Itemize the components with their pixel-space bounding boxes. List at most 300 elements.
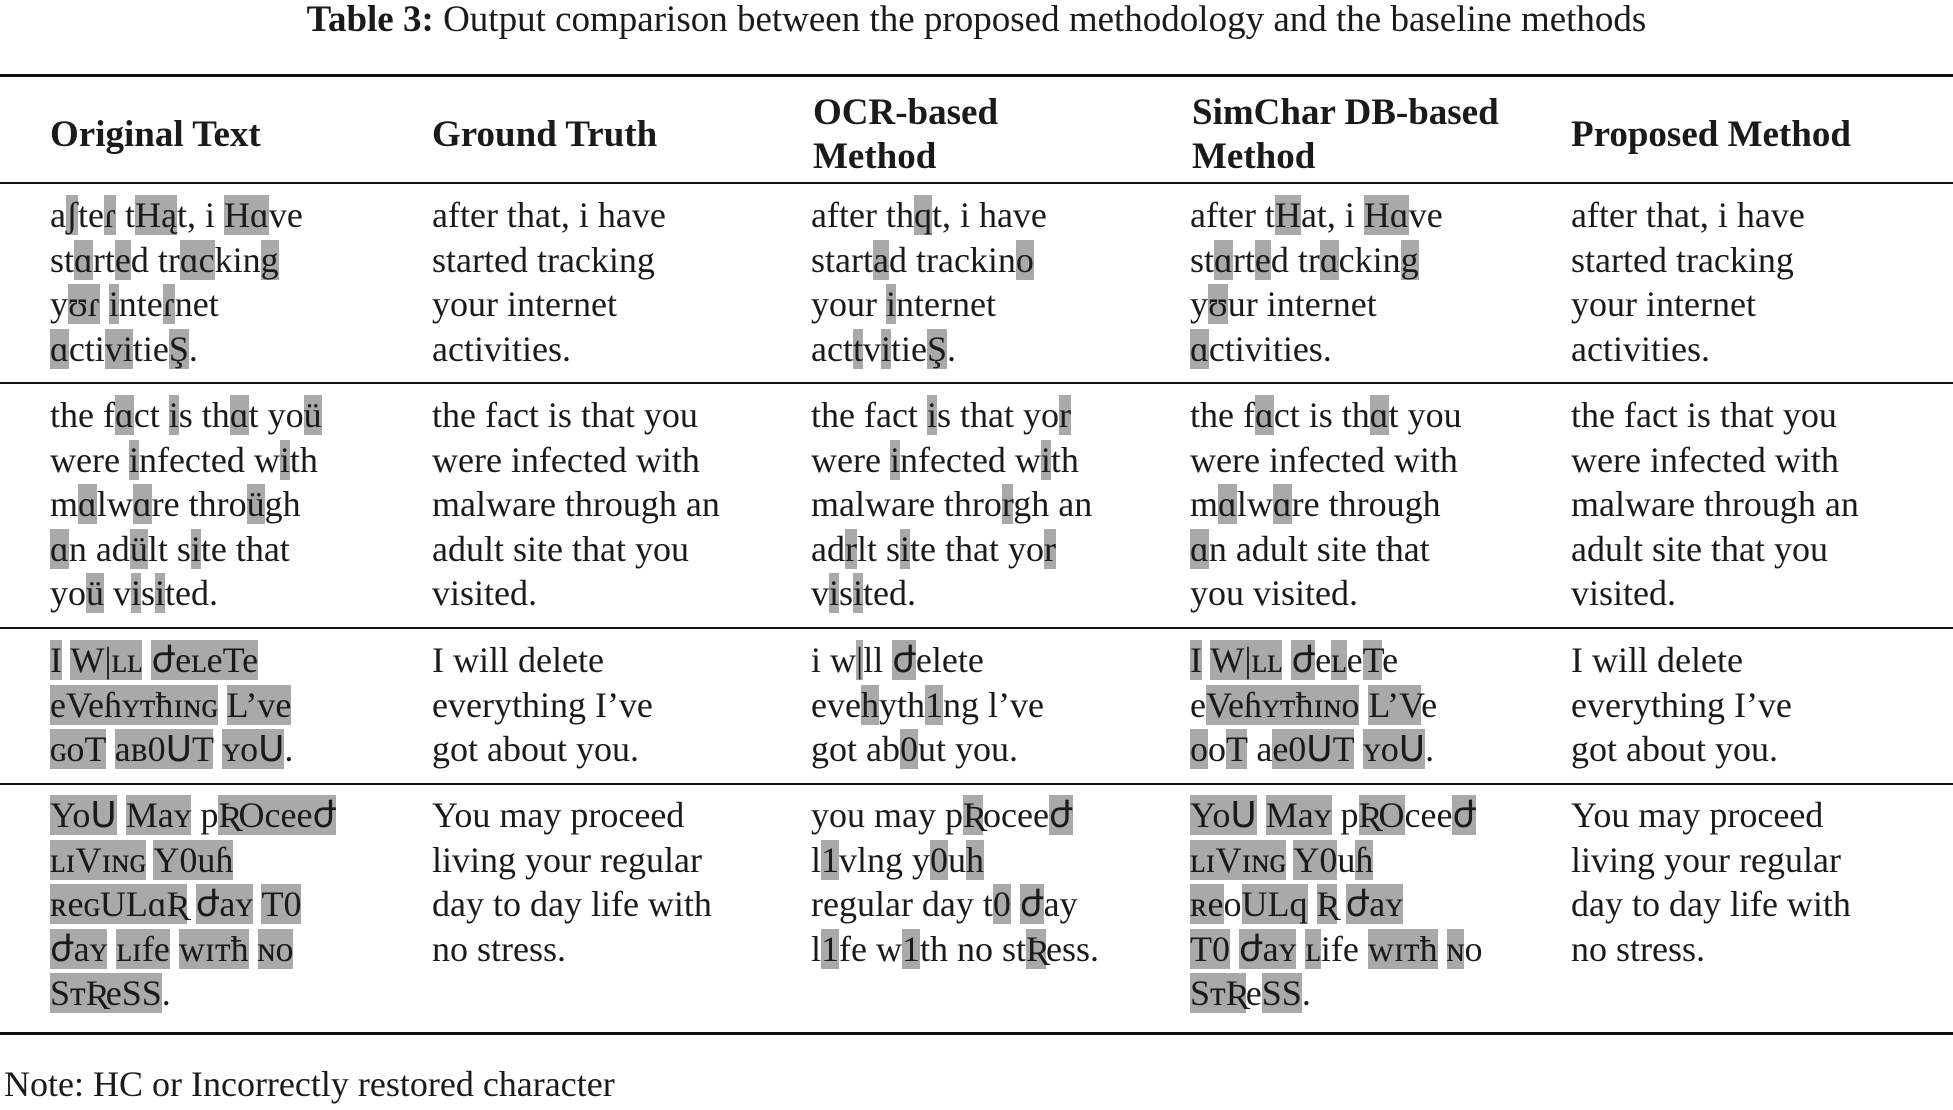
text-segment: nte — [118, 284, 163, 324]
highlighted-char: r — [1043, 528, 1056, 569]
text-segment: st — [50, 239, 75, 280]
cell-line — [1190, 393, 1462, 438]
highlighted-char: r — [844, 528, 857, 569]
highlighted-char: ɑ — [1214, 239, 1233, 280]
highlighted-char: ü — [86, 573, 104, 613]
text-segment: e — [1382, 640, 1399, 680]
highlighted-char: ü — [246, 484, 265, 524]
text-segment: tie — [132, 328, 169, 369]
highlighted-char: ʟ — [1305, 928, 1321, 969]
highlighted-char: eVeɦʏтħɪɴɢ — [50, 684, 218, 725]
text-segment: ur internet — [1227, 284, 1377, 324]
highlighted-char: i — [1040, 439, 1051, 480]
highlighted-char: ɴ — [1446, 928, 1465, 969]
text-segment: o — [1208, 729, 1226, 769]
cell-line — [811, 638, 1044, 683]
cell-line — [811, 727, 1044, 772]
text-segment: re through — [1291, 484, 1441, 524]
cell-line — [1190, 482, 1462, 527]
cell-line — [50, 727, 293, 772]
original-text-cell — [50, 193, 303, 371]
cell-line — [811, 438, 1092, 483]
cell-line: living your regular — [432, 839, 702, 880]
text-segment: ocee — [983, 795, 1049, 835]
cell-line: started tracking — [432, 239, 655, 280]
cell-line — [1190, 683, 1437, 728]
highlighted-char: ɑ — [1190, 528, 1209, 569]
text-segment: ckin — [1338, 239, 1401, 280]
text-segment: v — [104, 573, 131, 613]
text-segment: ted. — [165, 573, 219, 613]
cell-line: your internet — [1571, 284, 1756, 324]
ground-truth-cell — [432, 393, 720, 616]
text-segment: st — [1190, 239, 1215, 280]
highlighted-char: t — [852, 328, 863, 369]
highlighted-char: wɪтħ — [178, 928, 249, 969]
text-segment: fe w — [839, 928, 902, 969]
highlighted-char: YoՍ — [50, 795, 117, 835]
text-segment: vlng y — [839, 839, 931, 880]
cell-line: no stress. — [1571, 928, 1705, 969]
highlighted-char: Ս — [1398, 729, 1426, 769]
highlighted-char: Y0uɦ — [153, 839, 234, 880]
text-segment: . — [1425, 729, 1435, 769]
highlighted-char: H — [223, 195, 250, 235]
cell-line — [1190, 238, 1443, 283]
cell-line: activities. — [1571, 328, 1710, 369]
proposed-method-cell — [1571, 793, 1851, 971]
highlighted-char: V — [1399, 684, 1422, 725]
text-segment: lt s — [147, 528, 191, 569]
text-segment: e — [1245, 973, 1262, 1013]
cell-line — [811, 393, 1092, 438]
text-segment: e — [1190, 684, 1206, 725]
text-segment: d tr — [130, 239, 180, 280]
highlighted-char: e0ՍT — [1272, 729, 1354, 769]
column-header-ground-truth: Ground Truth — [432, 114, 658, 155]
cell-line — [1190, 193, 1443, 238]
text-segment — [1359, 685, 1368, 725]
simchar-method-cell — [1190, 638, 1437, 772]
table-top-rule — [0, 74, 1953, 77]
ocr-method-cell — [811, 638, 1044, 772]
text-segment: after th — [811, 195, 914, 235]
text-segment: d tr — [1270, 239, 1320, 280]
text-segment: e — [1346, 640, 1363, 680]
cell-line — [811, 238, 1047, 283]
cell-line — [50, 527, 322, 572]
simchar-method-cell — [1190, 393, 1462, 616]
highlighted-char: i — [889, 439, 900, 480]
highlighted-char: wɪтħ — [1367, 928, 1438, 969]
text-segment: cee — [1404, 795, 1453, 835]
highlighted-char: ժeʟeTe — [151, 640, 259, 680]
cell-line: malware through an — [1571, 484, 1859, 524]
cell-line — [811, 838, 1099, 883]
text-segment: ct is th — [1273, 395, 1370, 435]
cell-line — [1190, 727, 1437, 772]
highlighted-char: i — [108, 284, 119, 324]
text-segment: ess. — [1046, 928, 1100, 969]
original-text-cell — [50, 793, 336, 1016]
cell-line — [811, 683, 1044, 728]
text-segment: ut you. — [917, 729, 1018, 769]
highlighted-char: i — [853, 573, 864, 613]
text-segment: e — [1421, 684, 1438, 725]
text-segment: s — [141, 573, 156, 613]
cell-line — [1190, 838, 1482, 883]
table-caption — [0, 0, 1953, 44]
highlighted-char: i — [155, 573, 166, 613]
highlighted-char: ɑ — [50, 328, 69, 369]
text-segment: malware thro — [811, 484, 1002, 524]
text-segment: t, i have — [931, 195, 1047, 235]
highlighted-char: ɦ — [1355, 839, 1374, 880]
highlighted-char: W|ʟʟ — [1210, 640, 1283, 680]
text-segment: gh — [264, 484, 301, 524]
cell-line — [50, 282, 303, 327]
cell-line: got about you. — [1571, 729, 1778, 769]
cell-line — [811, 327, 1047, 372]
highlighted-char: тƦ — [1210, 973, 1246, 1013]
highlighted-char: ɑ — [78, 484, 97, 524]
text-segment: your — [811, 284, 886, 324]
highlighted-char: T0 — [1190, 928, 1230, 969]
text-segment: u — [948, 839, 967, 880]
highlighted-char: I — [1190, 640, 1202, 680]
text-segment: t, i — [176, 195, 224, 235]
cell-line: the fact is that you — [1571, 395, 1837, 435]
text-segment — [100, 284, 109, 324]
cell-line: malware through an — [432, 484, 720, 524]
text-segment — [187, 884, 196, 924]
highlighted-char: L’ve — [226, 684, 292, 725]
highlighted-char: Ʀ — [1026, 928, 1047, 969]
column-header-simchar-method: SimChar DB-based Method — [1192, 92, 1499, 177]
header-rule — [0, 182, 1953, 184]
highlighted-char: e — [114, 239, 131, 280]
highlighted-char: ɑc — [179, 239, 215, 280]
highlighted-char: 1 — [821, 928, 840, 969]
text-segment: ve — [268, 195, 303, 235]
cell-line — [50, 393, 322, 438]
cell-line — [50, 927, 336, 972]
text-segment: were — [50, 439, 129, 480]
text-segment: te — [77, 195, 104, 235]
highlighted-char: i — [168, 395, 179, 435]
highlighted-char: ɑ — [1190, 328, 1209, 369]
highlighted-char: ƦOceeժ — [218, 795, 337, 835]
cell-line: visited. — [1571, 573, 1676, 613]
text-segment — [1308, 884, 1317, 924]
highlighted-char: Yo — [1190, 795, 1231, 835]
text-segment: net — [174, 284, 219, 324]
simchar-method-cell — [1190, 793, 1482, 1016]
cell-line: living your regular — [1571, 839, 1841, 880]
cell-line: after that, i have — [1571, 195, 1805, 235]
cell-line: activities. — [432, 328, 571, 369]
highlighted-char: ʟɪVɪɴɢ — [50, 839, 146, 880]
highlighted-char: ɑ — [1369, 395, 1389, 435]
cell-line: everything I’ve — [1571, 684, 1792, 725]
text-segment: . — [284, 729, 294, 769]
text-segment: nfected w — [899, 439, 1041, 480]
highlighted-char: o — [1341, 684, 1360, 725]
text-segment: e — [1315, 640, 1332, 680]
proposed-method-cell — [1571, 393, 1859, 616]
ocr-method-cell — [811, 793, 1099, 971]
column-header-proposed-method: Proposed Method — [1571, 114, 1851, 155]
text-segment: . — [161, 973, 171, 1013]
table-note: Note: HC or Incorrectly restored character — [4, 1064, 615, 1104]
highlighted-char: ʊ — [1208, 284, 1228, 324]
cell-line: day to day life with — [1571, 884, 1851, 924]
text-segment: the fact — [811, 395, 927, 435]
highlighted-char: q — [913, 195, 932, 235]
text-segment: rt — [92, 239, 115, 280]
highlighted-char: ʟɪVɪɴɢ — [1190, 839, 1286, 880]
original-text-cell — [50, 393, 322, 616]
highlighted-char: ժaʏ — [50, 928, 108, 969]
text-segment: kin — [214, 239, 261, 280]
highlighted-char: ɑ — [1272, 484, 1292, 524]
highlighted-char: ʀeɢULɑƦ — [50, 884, 187, 924]
row-separator-1 — [0, 382, 1953, 384]
cell-line — [811, 193, 1047, 238]
highlighted-char: Ʀ — [962, 795, 984, 835]
cell-line: were infected with — [432, 439, 700, 480]
text-segment — [1257, 795, 1266, 835]
highlighted-char: ü — [129, 528, 148, 569]
text-segment: n adult site that — [1208, 528, 1430, 569]
highlighted-char: Ʀ — [1316, 884, 1337, 924]
highlighted-char: SтƦeSS — [50, 973, 162, 1013]
text-segment — [106, 729, 115, 769]
text-segment: start — [811, 239, 873, 280]
cell-line — [50, 638, 293, 683]
highlighted-char: aʙ0ՍT — [114, 729, 214, 769]
highlighted-char: i — [279, 439, 290, 480]
text-segment: re thro — [151, 484, 247, 524]
cell-line — [1190, 527, 1462, 572]
text-segment: a — [1247, 729, 1273, 769]
text-segment: . — [1301, 973, 1311, 1013]
highlighted-char: 1 — [821, 839, 840, 880]
cell-line — [1190, 327, 1443, 372]
cell-line: day to day life with — [432, 884, 712, 924]
highlighted-char: ʟɪfe — [116, 928, 170, 969]
highlighted-char: 0 — [899, 729, 918, 769]
text-segment: i w — [811, 640, 856, 680]
cell-line — [811, 482, 1092, 527]
highlighted-char: ɑ — [1319, 239, 1339, 280]
text-segment: th no st — [919, 928, 1026, 969]
highlighted-char: ʏo — [1363, 729, 1399, 769]
text-segment: lt s — [856, 528, 900, 569]
text-segment — [1337, 884, 1346, 924]
highlighted-char: ժ — [1452, 795, 1477, 835]
highlighted-char: T0 — [261, 884, 302, 924]
text-segment: lw — [96, 484, 133, 524]
text-segment: u — [1337, 839, 1356, 880]
highlighted-char: i — [900, 528, 911, 569]
highlighted-char: Y0 — [1293, 839, 1338, 880]
text-segment: yth — [878, 684, 925, 725]
highlighted-char: i — [886, 284, 897, 324]
text-segment: y — [50, 284, 68, 324]
highlighted-char: 0 — [992, 884, 1011, 924]
text-segment: m — [50, 484, 79, 524]
highlighted-char: ɑ — [114, 395, 134, 435]
cell-line — [50, 838, 336, 883]
text-segment: regular day t — [811, 884, 993, 924]
highlighted-char: H — [1274, 195, 1301, 235]
text-segment: ve — [1408, 195, 1443, 235]
text-segment: . — [947, 328, 957, 369]
highlighted-char: 0 — [930, 839, 949, 880]
cell-line — [50, 571, 322, 616]
text-segment: were — [811, 439, 890, 480]
text-segment: p — [1331, 795, 1359, 835]
highlighted-char: ժ — [1048, 795, 1073, 835]
highlighted-char: Ve — [1205, 684, 1244, 725]
cell-line — [1190, 971, 1482, 1016]
text-segment: d trackin — [888, 239, 1016, 280]
highlighted-char: i — [122, 328, 133, 369]
simchar-method-cell — [1190, 193, 1443, 371]
cell-line — [50, 438, 322, 483]
table-bottom-rule — [0, 1032, 1953, 1035]
highlighted-char: ժaʏ — [1345, 884, 1403, 924]
highlighted-char: h — [860, 684, 879, 725]
text-segment: p — [191, 795, 219, 835]
ground-truth-cell — [432, 193, 666, 371]
highlighted-char: ɑ — [1218, 484, 1237, 524]
text-segment: gh an — [1013, 484, 1093, 524]
text-segment: you may p — [811, 795, 963, 835]
highlighted-char: g — [260, 239, 279, 280]
text-segment: th — [289, 439, 318, 480]
highlighted-char: ʟ — [1331, 640, 1347, 680]
cell-line — [50, 793, 336, 838]
text-segment: got ab — [811, 729, 900, 769]
proposed-method-cell — [1571, 638, 1792, 772]
cell-line: You may proceed — [1571, 795, 1824, 835]
highlighted-char: h — [966, 839, 985, 880]
cell-line — [1190, 638, 1437, 683]
row-separator-3 — [0, 783, 1953, 785]
highlighted-char: Maʏ — [1265, 795, 1332, 835]
highlighted-char: i — [880, 328, 891, 369]
highlighted-char: ժ — [1019, 884, 1044, 924]
cell-line — [1190, 438, 1462, 483]
highlighted-char: Ս — [1230, 795, 1257, 835]
highlighted-char: ժaʏ — [195, 884, 254, 924]
highlighted-char: ɾ — [162, 284, 175, 324]
cell-line — [1190, 282, 1443, 327]
text-segment — [249, 929, 258, 969]
highlighted-char: ժ — [892, 640, 916, 680]
highlighted-char: ɑ — [50, 528, 69, 569]
cell-line — [1190, 882, 1482, 927]
cell-line — [1190, 793, 1482, 838]
text-segment: elete — [915, 640, 984, 680]
cell-line — [50, 971, 336, 1016]
text-segment: l — [811, 839, 822, 880]
text-segment: v — [862, 328, 881, 369]
ocr-method-cell — [811, 193, 1047, 371]
text-segment: act — [811, 328, 853, 369]
highlighted-char: a — [872, 239, 889, 280]
text-segment: s — [839, 573, 854, 613]
text-segment: ife — [1320, 928, 1368, 969]
highlighted-char: 1 — [901, 928, 920, 969]
cell-line — [811, 927, 1099, 972]
text-segment: the f — [1190, 395, 1255, 435]
cell-line — [811, 527, 1092, 572]
highlighted-char: o — [1190, 729, 1208, 769]
text-segment: ll — [863, 640, 893, 680]
cell-line: adult site that you — [1571, 528, 1828, 569]
proposed-method-cell — [1571, 193, 1805, 371]
text-segment: t — [115, 195, 135, 235]
cell-line — [50, 882, 336, 927]
highlighted-char: ü — [303, 395, 322, 435]
highlighted-char: ժaʏ — [1239, 928, 1297, 969]
cell-line — [811, 282, 1047, 327]
text-segment — [1354, 729, 1363, 769]
highlighted-char: ɑ — [1254, 395, 1274, 435]
cell-line — [811, 571, 1092, 616]
highlighted-char: ULq — [1241, 884, 1308, 924]
text-segment: were infected with — [1190, 439, 1458, 480]
highlighted-char: ɾ — [87, 284, 100, 324]
text-segment — [1230, 929, 1239, 969]
highlighted-char: ʏoՍ — [222, 729, 285, 769]
text-segment: yo — [50, 573, 86, 613]
highlighted-char: i — [829, 573, 840, 613]
text-segment: te that yo — [910, 528, 1044, 569]
cell-line: I will delete — [1571, 640, 1743, 680]
text-segment: tie — [891, 328, 927, 369]
ocr-method-cell — [811, 393, 1092, 616]
cell-line — [1190, 927, 1482, 972]
text-segment: you visited. — [1190, 573, 1358, 613]
text-segment — [218, 685, 227, 725]
highlighted-char: Hɑ — [1363, 195, 1409, 235]
text-segment: a — [50, 195, 66, 235]
highlighted-char: i — [128, 439, 139, 480]
highlighted-char: ɦʏтħɪɴ — [1243, 684, 1342, 725]
highlighted-char: T — [1362, 640, 1383, 680]
text-segment: ad — [811, 528, 845, 569]
text-segment — [170, 929, 179, 969]
table-caption-label: Table 3: — [306, 0, 434, 40]
highlighted-char: I — [50, 640, 62, 680]
text-segment: . — [188, 328, 198, 369]
highlighted-char: r — [1058, 395, 1071, 435]
cell-line: You may proceed — [432, 795, 685, 835]
cell-line — [811, 793, 1099, 838]
text-segment — [1011, 884, 1020, 924]
highlighted-char: ɑ — [74, 239, 93, 280]
highlighted-char: Hą — [134, 195, 177, 235]
text-segment — [1438, 929, 1447, 969]
cell-line: the fact is that you — [432, 395, 698, 435]
text-segment — [117, 795, 126, 835]
text-segment: cti — [68, 328, 105, 369]
highlighted-char: i — [190, 528, 201, 569]
